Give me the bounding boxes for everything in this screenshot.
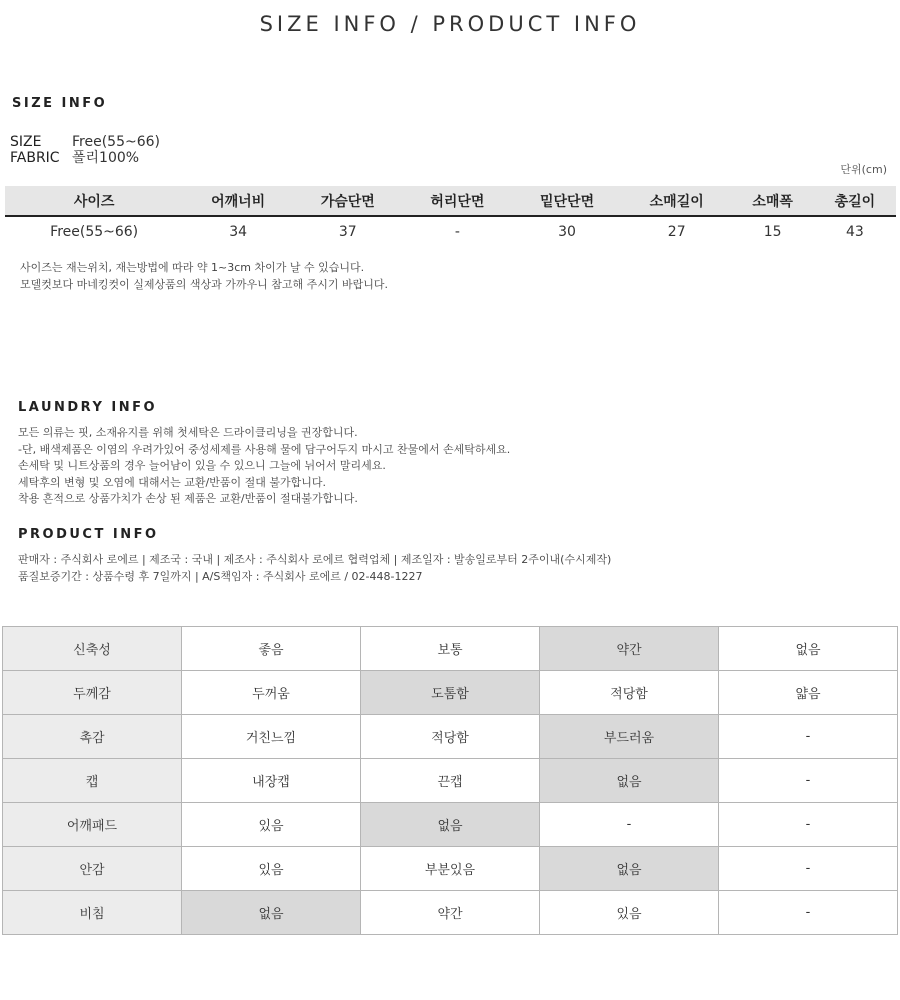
attribute-option: 보통	[361, 627, 540, 671]
attribute-label: 안감	[3, 847, 182, 891]
size-cell: 37	[338, 224, 357, 240]
fabric-label: FABRIC	[10, 150, 60, 166]
product-line: 품질보증기간 : 상품수령 후 7일까지 | A/S책임자 : 주식회사 로에르 / 02-448-1227	[18, 569, 423, 583]
attribute-option: 있음	[182, 803, 361, 847]
attribute-option: -	[719, 803, 898, 847]
attribute-option-selected: 없음	[540, 759, 719, 803]
laundry-line: 손세탁 및 니트상품의 경우 늘어남이 있을 수 있으니 그늘에 뉘어서 말리세요.	[18, 459, 386, 472]
note-line: 사이즈는 재는위치, 재는방법에 따라 약 1~3cm 차이가 날 수 있습니다.	[20, 261, 365, 274]
table-row	[3, 627, 898, 671]
size-value: Free(55~66)	[72, 134, 160, 150]
laundry-line: 착용 흔적으로 상품가치가 손상 된 제품은 교환/반품이 절대불가합니다.	[18, 492, 358, 505]
product-line: 판매자 : 주식회사 로에르 | 제조국 : 국내 | 제조사 : 주식회사 로에르 협력업체 | 제조일자 : 발송일로부터 2주이내(수시제작)	[18, 553, 612, 566]
size-label: SIZE	[10, 134, 42, 150]
fabric-spec-row	[10, 150, 160, 166]
attribute-option: 얇음	[719, 671, 898, 715]
attribute-label: 두께감	[3, 671, 182, 715]
size-table	[5, 186, 896, 247]
attribute-option: 약간	[361, 891, 540, 935]
product-notes	[18, 552, 611, 585]
attribute-label: 신축성	[3, 627, 182, 671]
size-header-cell: 소매길이	[622, 186, 732, 216]
unit-label: 단위(cm)	[840, 163, 887, 176]
attribute-label: 촉감	[3, 715, 182, 759]
attribute-option: 적당함	[361, 715, 540, 759]
attribute-option: 있음	[182, 847, 361, 891]
attribute-label: 어깨패드	[3, 803, 182, 847]
table-row	[3, 847, 898, 891]
attribute-option: 없음	[719, 627, 898, 671]
attribute-option-selected: 없음	[540, 847, 719, 891]
attribute-option: -	[719, 759, 898, 803]
laundry-info-heading: LAUNDRY INFO	[18, 400, 158, 415]
size-header-cell: 어깨너비	[183, 186, 293, 216]
note-line: 모델컷보다 마네킹컷이 실제상품의 색상과 가까우니 참고해 주시기 바랍니다.	[20, 277, 389, 291]
size-cell: Free(55~66)	[50, 224, 139, 240]
attribute-option: 부분있음	[361, 847, 540, 891]
attribute-option-selected: 약간	[540, 627, 719, 671]
size-cell: 30	[558, 224, 576, 240]
attribute-option-selected: 부드러움	[540, 715, 719, 759]
size-cell: 15	[763, 224, 782, 240]
table-row	[3, 715, 898, 759]
attribute-option: -	[719, 847, 898, 891]
size-spec-row	[10, 134, 160, 150]
attribute-option: 두꺼움	[182, 671, 361, 715]
size-header-cell: 밑단단면	[512, 186, 622, 216]
attribute-option: -	[719, 715, 898, 759]
attribute-option: -	[719, 891, 898, 935]
size-cell: 27	[667, 224, 686, 240]
size-header-cell: 소매폭	[732, 186, 814, 216]
size-header-cell: 가슴단면	[293, 186, 403, 216]
fabric-value: 폴리100%	[72, 150, 140, 166]
table-row	[3, 759, 898, 803]
size-header-cell: 사이즈	[5, 186, 183, 216]
table-row	[5, 216, 896, 247]
product-info-heading: PRODUCT INFO	[18, 527, 159, 542]
size-header-cell: 허리단면	[403, 186, 513, 216]
attribute-option-selected: 없음	[361, 803, 540, 847]
laundry-line: -단, 배색제품은 이염의 우려가있어 중성세제를 사용해 물에 담구어두지 마시고 찬물에서 손세탁하세요.	[18, 442, 511, 456]
attribute-option: 끈캡	[361, 759, 540, 803]
size-header-cell: 총길이	[814, 186, 896, 216]
attribute-label: 비침	[3, 891, 182, 935]
attribute-table	[2, 626, 898, 935]
laundry-line: 세탁후의 변형 및 오염에 대해서는 교환/반품이 절대 불가합니다.	[18, 475, 326, 489]
laundry-line: 모든 의류는 핏, 소재유지를 위해 첫세탁은 드라이클리닝을 권장합니다.	[18, 426, 358, 439]
size-notes	[20, 260, 388, 293]
size-cell: -	[454, 224, 460, 240]
table-row	[3, 671, 898, 715]
attribute-option: 거친느낌	[182, 715, 361, 759]
attribute-option: 적당함	[540, 671, 719, 715]
attribute-option-selected: 없음	[182, 891, 361, 935]
attribute-option: 있음	[540, 891, 719, 935]
table-row	[3, 803, 898, 847]
page-title: SIZE INFO / PRODUCT INFO	[259, 12, 641, 36]
attribute-option: 내장캡	[182, 759, 361, 803]
size-spec	[10, 134, 160, 166]
size-info-heading: SIZE INFO	[12, 96, 108, 111]
attribute-option-selected: 도톰함	[361, 671, 540, 715]
attribute-option: 좋음	[182, 627, 361, 671]
attribute-label: 캡	[3, 759, 182, 803]
size-table-header	[5, 186, 896, 216]
attribute-option: -	[540, 803, 719, 847]
table-row	[3, 891, 898, 935]
laundry-notes	[18, 425, 510, 508]
size-cell: 43	[845, 224, 864, 240]
size-cell: 34	[229, 224, 248, 240]
